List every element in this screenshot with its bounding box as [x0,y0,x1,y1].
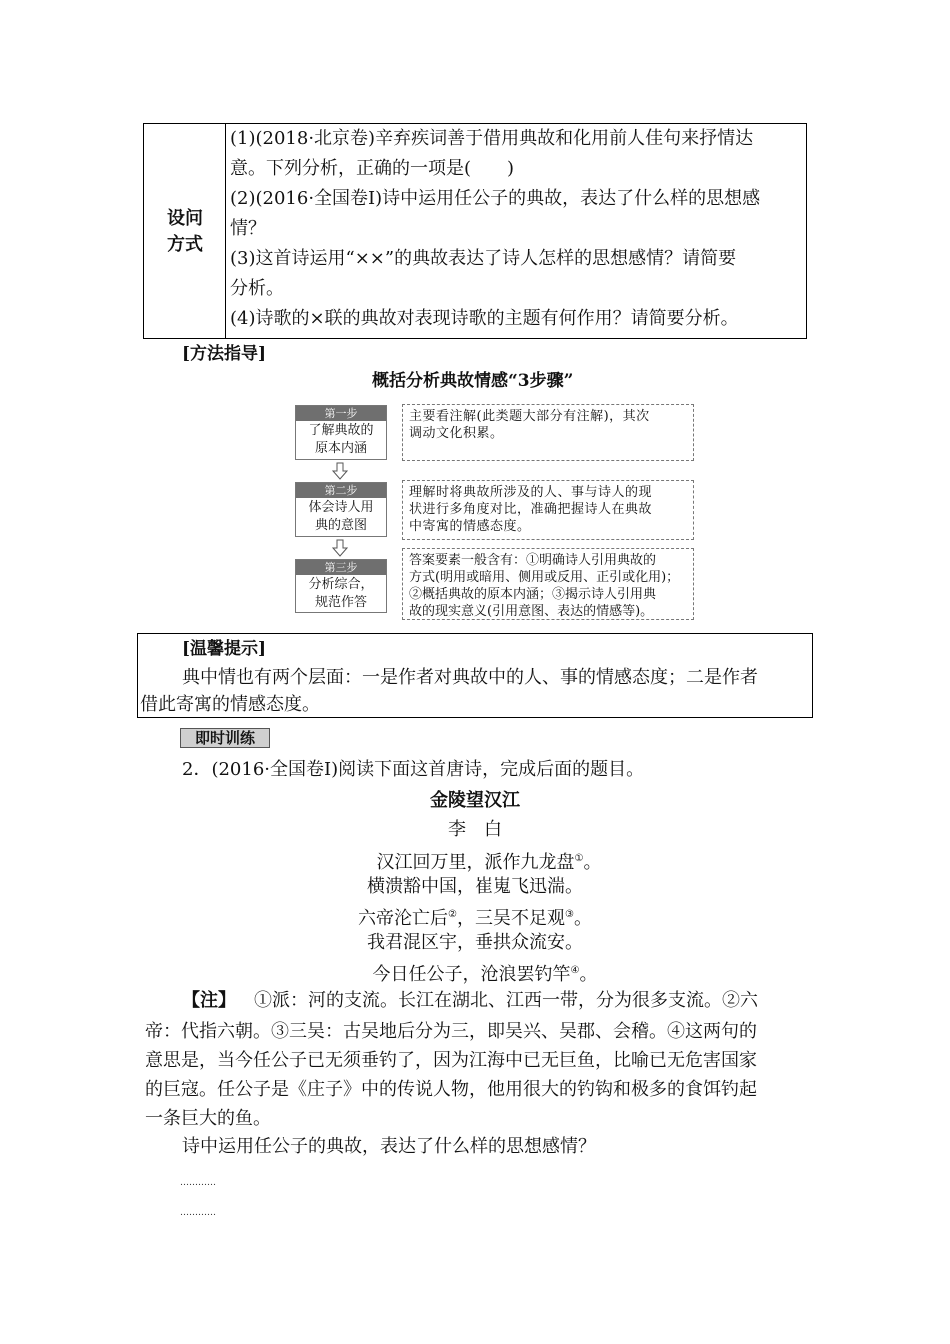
table-row: (4)诗歌的×联的典故对表现诗歌的主题有何作用？请简要分析。 [230,308,739,329]
notes-line: 帝：代指六朝。③三吴：古吴地后分为三，即吴兴、吴郡、会稽。④这两句的 [145,1021,757,1042]
step-name-line: 分析综合， [308,577,374,592]
desc-line: 状进行多角度对比，准确把握诗人在典故 [409,502,653,517]
label-line-2: 方式 [167,234,203,255]
practice-badge: 即时训练 [180,728,270,748]
step-label: 第三步 [296,560,386,575]
exercise-intro: 2．(2016·全国卷Ⅰ)阅读下面这首唐诗，完成后面的题目。 [182,759,645,780]
flow-desc-3 [402,548,694,620]
desc-line: ②概括典故的原本内涵；③揭示诗人引用典 [409,587,657,602]
desc-line: 理解时将典故所涉及的人、事与诗人的现 [409,485,653,500]
poem-line: 我君混区宇，垂拱众流安。 [367,932,583,953]
table-row: 分析。 [230,278,284,299]
flow-desc-1 [402,404,694,461]
method-heading: [方法指导] [182,344,267,364]
poem-line: 横溃豁中国，崔嵬飞迅湍。 [367,876,583,897]
down-arrow-icon [332,539,348,557]
desc-line: 答案要素一般含有：①明确诗人引用典故的 [409,553,657,568]
table-row: 情？ [230,218,266,239]
tip-line: 借此寄寓的情感态度。 [140,694,320,715]
step-label: 第一步 [296,406,386,421]
poem-line: 六帝沦亡后②，三吴不足观③。 [358,908,592,929]
table-label-cell [144,124,226,338]
flow-step-1 [295,405,387,460]
step-name-line: 规范作答 [314,595,367,610]
tip-box [137,633,813,718]
step-label: 第二步 [296,483,386,498]
desc-line: 主要看注解(此类题大部分有注解)，其次 [409,409,650,424]
step-name-line: 了解典故的 [308,423,374,438]
down-arrow-icon [332,462,348,480]
desc-line: 方式(明用或暗用、侧用或反用、正引或化用)； [409,570,680,585]
desc-line: 调动文化积累。 [409,426,504,441]
poem-title: 金陵望汉江 [430,790,520,811]
question-method-table [143,123,807,339]
flow-step-3 [295,559,387,613]
desc-line: 中寄寓的情感态度。 [409,519,531,534]
notes-line: 一条巨大的鱼。 [145,1108,271,1129]
poem-line: 汉江回万里，派作九龙盘①。 [376,852,602,873]
poem-line: 今日任公子，沧浪罢钓竿④。 [372,964,598,985]
flow-step-2 [295,482,387,537]
flow-title: 概括分析典故情感“3步骤” [372,371,574,391]
poem-author: 李 白 [448,819,502,840]
notes-line: 意思是，当今任公子已无须垂钓了，因为江海中已无巨鱼，比喻已无危害国家 [145,1050,757,1071]
tip-line: 典中情也有两个层面：一是作者对典故中的人、事的情感态度；二是作者 [182,667,758,688]
notes-line: 的巨寇。任公子是《庄子》中的传说人物，他用很大的钓钩和极多的食饵钓起 [145,1079,757,1100]
table-row: 意。下列分析，正确的一项是( ) [230,158,515,179]
notes-label: 【注】 [182,990,236,1011]
step-name-line: 原本内涵 [314,441,367,456]
answer-line: ………… [180,1208,216,1218]
flow-desc-2 [402,480,694,540]
table-row: (2)(2016·全国卷Ⅰ)诗中运用任公子的典故，表达了什么样的思想感 [230,188,761,209]
question-text: 诗中运用任公子的典故，表达了什么样的思想感情？ [182,1136,596,1157]
tip-heading: [温馨提示] [182,639,267,659]
step-name-line: 体会诗人用 [308,500,374,515]
desc-line: 故的现实意义(引用意图、表达的情感等)。 [409,604,654,619]
notes-first-line: 【注】 ①派：河的支流。长江在湖北、江西一带，分为很多支流。②六 [182,990,758,1011]
table-row: (1)(2018·北京卷)辛弃疾词善于借用典故和化用前人佳句来抒情达 [230,128,754,149]
answer-line: ………… [180,1178,216,1188]
step-name-line: 典的意图 [314,518,367,533]
table-row: (3)这首诗运用“××”的典故表达了诗人怎样的思想感情？请简要 [230,248,737,269]
label-line-1: 设问 [167,208,203,229]
